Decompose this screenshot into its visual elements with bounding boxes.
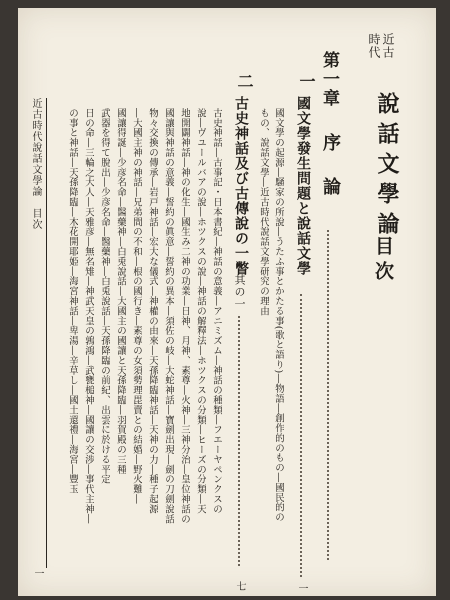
section-2-line-7: 國讓得誕―少彦名命―醫藥神―白兎說話―大國主の國讓と天孫降臨―羽賀殿の三種 xyxy=(115,108,126,475)
section-1-line-1: 國文學の起源―騒家の所說―うたふ事とかたる事(歌と語り)―物語―創作的のもの―國民的の xyxy=(273,108,284,523)
section-1-leader-dots xyxy=(300,294,302,577)
section-2-number: 二 xyxy=(235,73,254,89)
section-2-line-2: 說―ヴユールバアの說―ホツクスの說―神話の解釋法―ホツクスの分類―ヒーズの分類―天 xyxy=(195,108,206,514)
book-page xyxy=(18,8,436,596)
chapter-leader-dots xyxy=(327,230,329,560)
section-2-line-1: 古史神話―古事記・日本書紀―神話の意義―アニミズム―神話の種類―フエーヤペンクスの xyxy=(211,108,222,514)
section-2-page: 七 xyxy=(234,581,245,591)
margin-rule xyxy=(46,98,47,568)
section-1-page: 一 xyxy=(296,583,307,593)
era-line-1: 近古 xyxy=(381,33,395,59)
era-label xyxy=(367,33,395,59)
section-2-line-5: 物々交換の傳承―岩戸神話―宏大な儀式―神權の由來―天孫降臨神話―天神の力―種子起源 xyxy=(147,108,158,514)
section-2-line-10: の事と神話―天孫降臨―木花開耶姫―海宮神話―卑湯―辛草し―國土還禮―海宮―豐玉 xyxy=(67,108,78,495)
section-2-line-8: 武器を得て脫出―少彦名命―醫藥神―白兎說話―天孫降臨の前紀、出雲に於ける平定 xyxy=(99,108,110,485)
section-2-line-6: ―大國主神の神話―兄弟間の不和―根の國行き―素尊の女須勢理毘賣との結婚―野火難― xyxy=(131,108,142,504)
chapter-title: 序 論 xyxy=(320,133,341,199)
chapter-number: 第一章 xyxy=(319,51,339,108)
section-1-title: 國文學發生問題と說話文學 xyxy=(295,96,311,276)
section-2-title: 古史神話及び古傳說の一瞥 xyxy=(233,96,249,276)
section-2-note: 其の一 xyxy=(233,274,246,310)
section-2-leader-dots xyxy=(238,316,240,566)
section-1-number: 一 xyxy=(297,73,316,89)
section-2-line-4: 國讓與神話の意義―誓約の眞意―誓約の異本―須佐の岐―大蛇神話―寶劍出現―劍の刀劍說話 xyxy=(163,108,174,524)
running-head: 近古時代說話文學論 目次 xyxy=(30,98,41,230)
section-2-line-3: 地開闢神話―神の化生―國生み二神の功業―日神、月神、素尊―火神―三神分治―皇位神話の xyxy=(179,108,190,524)
contents-heading: 目次 xyxy=(372,236,394,286)
book-title: 說話文學論 xyxy=(374,92,400,242)
section-1-line-2: もの、說話文學―近古時代說話文學研究の理由 xyxy=(258,108,269,316)
section-2-line-9: 日の命―三輪之大人―天雅彦―無名雉―神武天皇の鶉鴻―武甕槌神―國讓の交渉―事代主神― xyxy=(83,108,94,524)
era-line-2: 時代 xyxy=(367,33,381,59)
footer-mark: 一 xyxy=(32,568,43,578)
